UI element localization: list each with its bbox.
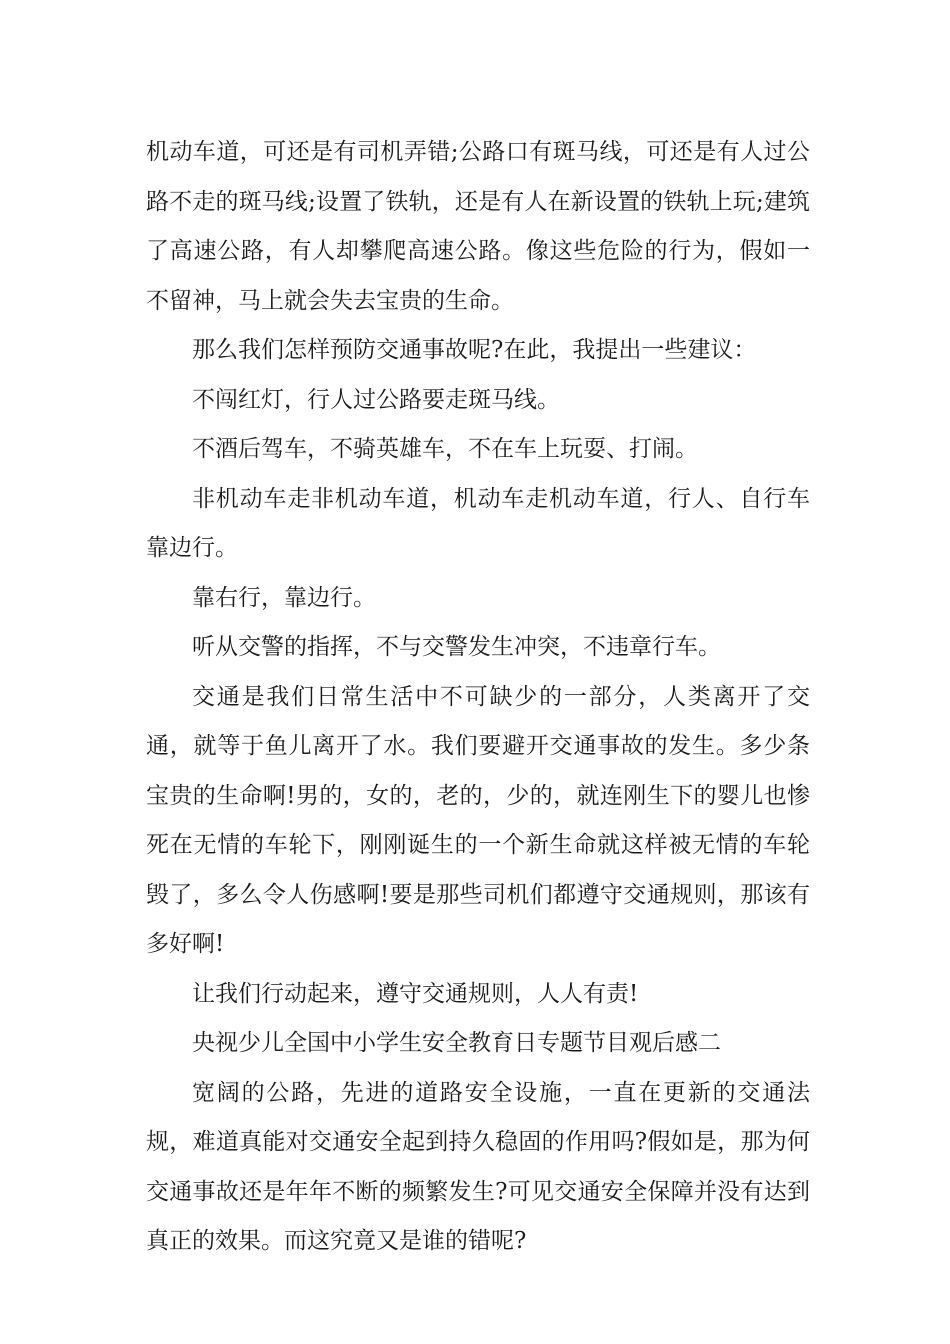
paragraph: 交通是我们日常生活中不可缺少的一部分，人类离开了交通，就等于鱼儿离开了水。我们要避开交通事故的发生。多少条宝贵的生命啊!男的，女的，老的，少的，就连刚生下的婴儿也惨死在无情的车轮下，刚刚诞生的一个新生命就这样被无情的车轮毁了，多么令人伤感啊!要是那些司机们都遵守交通规则，那该有多好啊! — [146, 683, 810, 957]
paragraph: 机动车道，可还是有司机弄错;公路口有斑马线，可还是有人过公路不走的斑马线;设置了铁轨，还是有人在新设置的铁轨上玩;建筑了高速公路，有人却攀爬高速公路。像这些危险的行为，假如一不留神，马上就会失去宝贵的生命。 — [146, 139, 810, 314]
document-body — [146, 128, 810, 1267]
paragraph: 靠右行，靠边行。 — [192, 584, 376, 611]
paragraph: 非机动车走非机动车道，机动车走机动车道，行人、自行车靠边行。 — [146, 485, 810, 561]
paragraph: 宽阔的公路，先进的道路安全设施，一直在更新的交通法规，难道真能对交通安全起到持久稳固的作用吗?假如是，那为何交通事故还是年年不断的频繁发生?可见交通安全保障并没有达到真正的效果。而这究竟又是谁的错呢? — [146, 1079, 810, 1254]
paragraph: 那么我们怎样预防交通事故呢?在此，我提出一些建议： — [192, 337, 757, 363]
section-heading: 央视少儿全国中小学生安全教育日专题节目观后感二 — [192, 1030, 721, 1056]
paragraph: 不酒后驾车，不骑英雄车，不在车上玩耍、打闹。 — [192, 436, 698, 462]
paragraph: 让我们行动起来，遵守交通规则，人人有责! — [192, 980, 639, 1007]
paragraph: 听从交警的指挥，不与交警发生冲突，不违章行车。 — [192, 634, 721, 660]
paragraph: 不闯红灯，行人过公路要走斑马线。 — [192, 386, 560, 413]
